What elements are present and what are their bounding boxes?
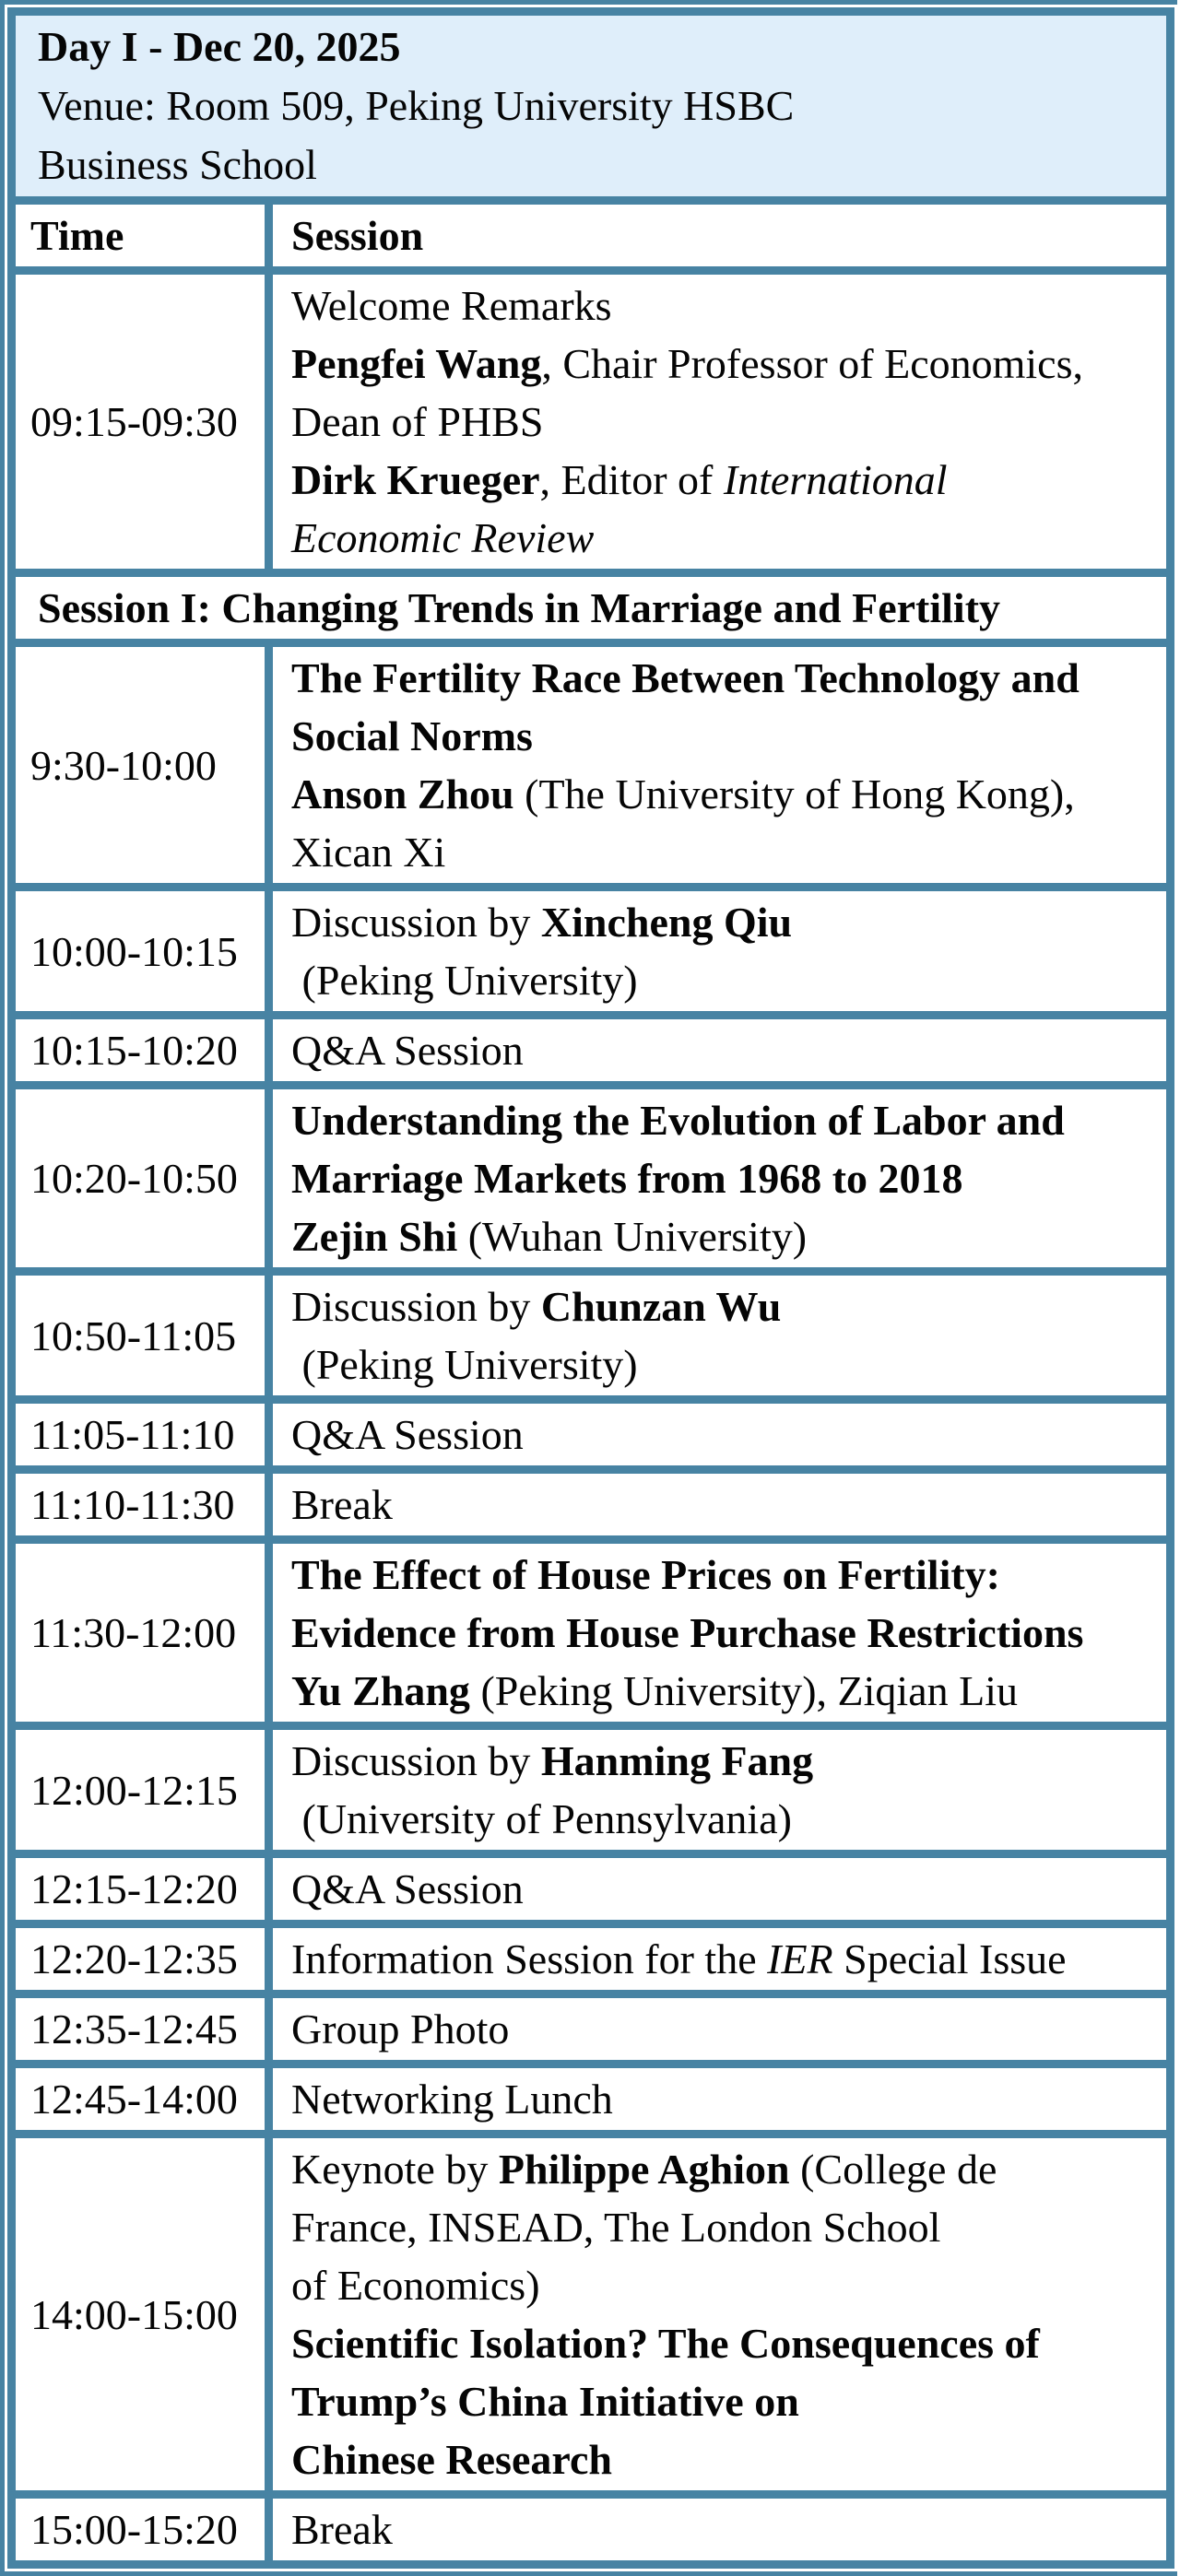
text-line [291,1335,1159,1394]
text-line [291,2500,1159,2558]
text-segment: , Editor of [539,456,724,503]
session-section-row [16,569,1166,639]
session-cell [273,1858,1166,1920]
time-cell [16,275,273,569]
text-line [291,2140,1159,2198]
time-cell [16,1928,273,1990]
time-range [30,1021,261,1079]
schedule-row [16,1465,1166,1535]
text-line [38,76,1157,135]
text-segment: 14:00-15:00 [30,2290,238,2338]
text-segment: 11:30-12:00 [30,1609,237,1656]
text-segment: Keynote by [291,2146,499,2193]
time-range [30,1860,261,1918]
time-range [30,1476,261,1534]
session-cell [273,647,1166,883]
text-line [291,1277,1159,1335]
emphasized-text: Social Norms [291,712,533,759]
emphasized-text: Zejin Shi [291,1213,458,1260]
text-segment: 09:15-09:30 [30,398,238,445]
schedule-row [16,1722,1166,1850]
text-segment: Q&A Session [291,1027,524,1074]
session-cell [273,1276,1166,1395]
text-segment: 9:30-10:00 [30,741,217,789]
emphasized-text: Hanming Fang [540,1737,814,1784]
text-segment: Break [291,1481,393,1528]
text-segment: (Peking University) [291,1341,638,1388]
session-cell [273,891,1166,1011]
schedule-table [7,7,1174,2569]
emphasized-text: Philippe Aghion [498,2146,790,2193]
text-line [291,893,1159,951]
schedule-row [16,1011,1166,1081]
text-segment: (Peking University), Ziqian Liu [469,1667,1019,1714]
text-line [291,509,1159,567]
text-line [291,2070,1159,2128]
text-segment: 12:35-12:45 [30,2006,238,2053]
text-line [291,2314,1159,2372]
session-cell [273,1928,1166,1990]
text-line [291,1662,1159,1720]
text-line [291,1406,1159,1464]
text-segment: (University of Pennsylvania) [291,1795,792,1842]
time-cell [16,1019,273,1081]
schedule-row [16,266,1166,569]
session-column-label: Session [291,212,424,259]
text-segment: 10:00-10:15 [30,927,238,975]
text-segment: Xican Xi [291,829,446,876]
emphasized-text: Dirk Krueger [291,456,540,503]
emphasized-text: Day I - Dec 20, 2025 [38,23,401,70]
schedule-row [16,1920,1166,1990]
session-cell [273,1474,1166,1535]
emphasized-text: Marriage Markets from 1968 to 2018 [291,1155,963,1202]
emphasized-text: Yu Zhang [291,1667,470,1714]
text-segment: Discussion by [291,1283,541,1330]
text-segment: (The University of Hong Kong), [513,770,1075,817]
day-title-cell [16,16,1166,196]
text-segment: Special Issue [832,1935,1067,1982]
schedule-row [16,2130,1166,2490]
emphasized-text: Evidence from House Purchase Restrictions [291,1609,1084,1656]
text-line [291,2372,1159,2430]
text-segment: 15:00-15:20 [30,2506,238,2553]
text-segment: Discussion by [291,1737,541,1784]
time-range [30,1406,261,1464]
schedule-row [16,639,1166,883]
emphasized-text: Chunzan Wu [540,1283,782,1330]
text-line [291,649,1159,707]
session-section-cell [16,577,1166,639]
time-range [30,923,261,981]
text-segment: 11:10-11:30 [30,1481,235,1528]
italic-text: International [723,456,948,503]
text-segment: 10:20-10:50 [30,1155,238,1202]
text-line [291,2256,1159,2314]
text-line [291,1546,1159,1604]
time-range [30,2286,261,2344]
text-line [291,1207,1159,1265]
time-cell [16,1858,273,1920]
schedule-row [16,2060,1166,2130]
session-cell [273,1544,1166,1722]
time-range [30,1930,261,1988]
text-line [38,135,1157,194]
text-segment: , Chair Professor of Economics, [541,340,1083,387]
emphasized-text: Session I: Changing Trends in Marriage and Fertility [38,584,1001,631]
session-cell [273,1404,1166,1465]
text-line [38,579,1157,637]
text-line [291,1021,1159,1079]
session-cell [273,1089,1166,1267]
session-cell [273,1019,1166,1081]
text-segment: Q&A Session [291,1865,524,1912]
time-cell [16,2138,273,2490]
text-segment: 12:15-12:20 [30,1865,238,1912]
text-segment: Dean of PHBS [291,398,544,445]
session-cell [273,2499,1166,2560]
schedule-row [16,2490,1166,2560]
text-line [291,765,1159,823]
emphasized-text: The Effect of House Prices on Fertility: [291,1551,1000,1598]
text-segment: (Peking University) [291,957,638,1004]
time-range [30,1149,261,1207]
table-header-row [16,196,1166,266]
session-cell [273,2068,1166,2130]
time-cell [16,1474,273,1535]
text-segment: 12:00-12:15 [30,1766,238,1814]
time-cell [16,1089,273,1267]
text-line [291,823,1159,881]
time-cell [16,1276,273,1395]
time-range [30,2500,261,2558]
text-line [291,393,1159,451]
text-line [291,951,1159,1009]
text-segment: Group Photo [291,2006,510,2053]
session-cell [273,1998,1166,2060]
schedule-rows [16,266,1166,2560]
emphasized-text: Understanding the Evolution of Labor and [291,1097,1065,1144]
time-cell [16,2068,273,2130]
text-segment: Discussion by [291,899,541,946]
text-line [291,2000,1159,2058]
text-segment: France, INSEAD, The London School [291,2204,941,2251]
time-range [30,736,261,794]
schedule-row [16,1267,1166,1395]
text-segment: of Economics) [291,2262,540,2309]
time-range [30,1604,261,1662]
time-range [30,1761,261,1819]
emphasized-text: Scientific Isolation? The Consequences of [291,2320,1040,2367]
text-line [291,1790,1159,1848]
text-line [291,2198,1159,2256]
text-line [291,1604,1159,1662]
text-line [291,335,1159,393]
text-line [291,707,1159,765]
time-cell [16,1998,273,2060]
text-segment: 11:05-11:10 [30,1411,235,1458]
time-column-label: Time [30,212,124,259]
text-line [291,1930,1159,1988]
text-segment: Venue: Room 509, Peking University HSBC [38,82,795,129]
emphasized-text: Chinese Research [291,2436,612,2483]
time-range [30,2000,261,2058]
emphasized-text: Anson Zhou [291,770,514,817]
text-segment: 10:15-10:20 [30,1027,238,1074]
time-range [30,1307,261,1365]
schedule-row [16,1990,1166,2060]
text-segment: (College de [789,2146,997,2193]
schedule-row [16,1081,1166,1267]
text-segment: Q&A Session [291,1411,524,1458]
time-cell [16,891,273,1011]
text-line [291,1149,1159,1207]
text-line [291,2430,1159,2488]
text-line [291,1476,1159,1534]
schedule-row [16,1535,1166,1722]
text-segment: 12:45-14:00 [30,2076,238,2123]
time-cell [16,1404,273,1465]
italic-text: Economic Review [291,514,595,561]
schedule-row [16,1395,1166,1465]
text-segment: 12:20-12:35 [30,1935,238,1982]
time-cell [16,1730,273,1850]
schedule-row [16,1850,1166,1920]
time-cell [16,647,273,883]
text-segment: Welcome Remarks [291,282,612,329]
text-line [291,1732,1159,1790]
text-segment: Business School [38,141,317,188]
text-line [291,1860,1159,1918]
time-range [30,393,261,451]
column-header-time [16,205,273,266]
session-cell [273,2138,1166,2490]
text-segment: Networking Lunch [291,2076,613,2123]
session-cell [273,1730,1166,1850]
emphasized-text: Xincheng Qiu [540,899,793,946]
text-segment: 10:50-11:05 [30,1312,237,1359]
text-segment: Break [291,2506,393,2553]
text-segment: (Wuhan University) [457,1213,808,1260]
text-line [291,1091,1159,1149]
text-line [38,18,1157,76]
emphasized-text: Trump’s China Initiative on [291,2378,799,2425]
session-cell [273,275,1166,569]
column-header-session [273,205,1166,266]
emphasized-text: The Fertility Race Between Technology and [291,654,1080,701]
time-range [30,2070,261,2128]
italic-text: IER [767,1935,833,1982]
emphasized-text: Pengfei Wang [291,340,542,387]
text-line [291,451,1159,509]
time-cell [16,1544,273,1722]
schedule-row [16,883,1166,1011]
day-title-row [16,16,1166,196]
text-line [291,276,1159,335]
text-segment: Information Session for the [291,1935,768,1982]
time-cell [16,2499,273,2560]
